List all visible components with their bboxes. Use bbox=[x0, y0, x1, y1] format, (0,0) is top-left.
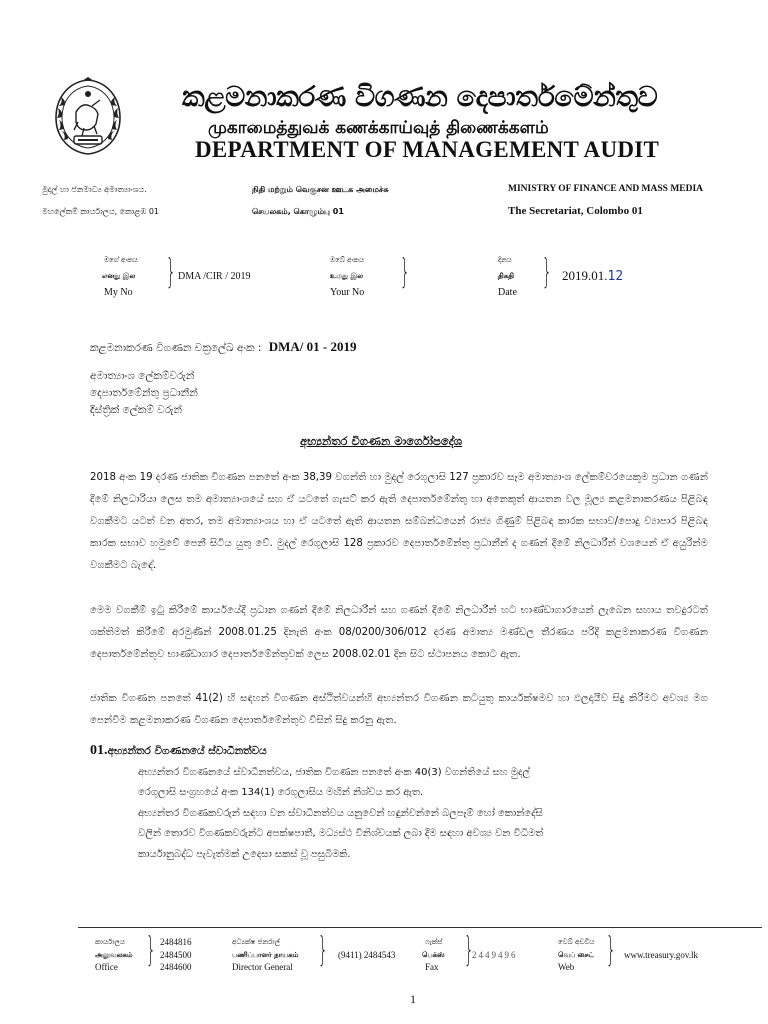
footer-dg-sinhala: අධ්‍යක්ෂ ජනරාල් bbox=[232, 938, 280, 946]
footer-office-tamil: அலுவலகம் bbox=[95, 951, 133, 959]
section-title: අභ්‍යන්තර විගණනයේ ස්වාධීනත්වය bbox=[107, 745, 267, 757]
secretariat-tamil: செயலகம், கொழும்பு 01 bbox=[252, 207, 344, 216]
my-no-label-english: My No bbox=[104, 287, 133, 298]
my-no-value: DMA /CIR / 2019 bbox=[178, 271, 251, 282]
footer-dg-english: Director General bbox=[232, 962, 293, 972]
date-value bbox=[562, 268, 623, 284]
addressee-3: දිස්ත්‍රික් ලේකම් වරුන් bbox=[90, 404, 183, 416]
footer-office-number-2: 2484500 bbox=[160, 950, 192, 960]
footer-fax-english: Fax bbox=[425, 962, 439, 972]
date-label-sinhala: දිනය bbox=[498, 256, 512, 264]
footer-web-link[interactable]: www.treasury.gov.lk bbox=[624, 950, 698, 960]
date-label-english: Date bbox=[498, 287, 517, 298]
title-tamil: முகாமைத்துவக் கணக்காய்வுத் திணைக்களம் bbox=[208, 118, 549, 138]
footer-dg-tamil: பணிப்பாளர் நாயகம் bbox=[232, 951, 299, 959]
ministry-tamil: நிதி மற்றும் வெகுசன ஊடக அமைச்சு bbox=[252, 185, 389, 194]
my-no-label-tamil: எனது இல bbox=[102, 272, 136, 280]
circular-label-text: කළමනාකරණ විගණන චක්‍රලේඛ අංක : bbox=[90, 342, 262, 354]
section-line-3: අභ්‍යන්තර විගණකවරුන් සඳහා වන ස්වාධීනත්වය යනුවෙන් හඳුන්වන්නේ බලපෑම් හෝ කොන්දේසි bbox=[138, 808, 543, 819]
date-brace: } bbox=[541, 252, 552, 292]
my-no-label-sinhala: මගේ අංකය bbox=[104, 256, 138, 264]
footer-office-number-3: 2484600 bbox=[160, 962, 192, 972]
section-line-2: රෙගුලාසි සංග්‍රහයේ අංක 134(1) රෙගුලාසිය මඟින් නිශ්චය කර ඇත. bbox=[138, 787, 424, 798]
section-line-1: අභ්‍යන්තර විගණනයේ ස්වාධීනත්වය, ජාතික විගණන පනතේ අංක 40(3) වගන්තියේ සහ මුදල් bbox=[138, 767, 531, 778]
footer-office-number-1: 2484816 bbox=[160, 937, 192, 947]
footer-web-tamil: வெப் சைட் bbox=[558, 951, 594, 959]
footer-web-english: Web bbox=[558, 962, 575, 972]
addressee-1: අමාත්‍යාංශ ලේකම්වරුන් bbox=[90, 370, 195, 382]
my-no-brace: } bbox=[165, 252, 176, 292]
footer-web-sinhala: වෙබ් අඩවිය bbox=[558, 938, 595, 946]
paragraph-1: 2018 අංක 19 දරණ ජාතික විගණන පනතේ අංක 38,39 වගන්ති හා මුදල් රෙගුලාසි 127 ප්‍රකාරව සෑම අමාත්‍යාංශ ලේකම්වරයෙකුම ප්‍රධාන ගණන් දීමේ නිලධාරියා ලෙස තම අමාත්‍යාංශයේ සහ ඒ යටතේ ගැසට් කර ඇති දෙපාර්තමේන්තු හා අනෙකුත් ආයතන වල මූල්‍ය කළමනාකරණය පිළිබඳ වගකීමට යටත් වන අතර, තම අමාත්‍යාංශය හා ඒ යටතේ ඇති ආයතන සම්බන්ධයෙන් රාජ්‍ය ගිණුම් පිළිබඳ කාරක සභාව/පොදු ව්‍යාපාර පිළිබඳ කාරක සභාව හමුවේ පෙනී සිටිය යුතු වේ. මුදල් රෙගුලාසි 128 ප්‍රකාරව දෙපාර්තමේන්තු ප්‍රධානීන් ද ගණන් දීමේ නිලධාරීන් වශයෙන් ඒ අයුරින්ම වගකීමට බැඳේ. bbox=[90, 472, 708, 571]
circular-number: DMA/ 01 - 2019 bbox=[268, 339, 357, 354]
date-handwritten: 12 bbox=[607, 269, 624, 284]
paragraph-3: ජාතික විගණන පනතේ 41(2) හි සඳහන් විගණන අස්ථිත්වයන්හි අභ්‍යන්තර විගණන කටයුතු කාර්යක්ෂමව හා ඵලදායීව සිදු කිරීමට අවශ්‍ය මග පෙන්වීම කළමනාකරණ විගණන දෙපාර්තමේන්තුව විසින් සිදු කරනු ඇත. bbox=[90, 693, 708, 726]
your-no-label-english: Your No bbox=[330, 287, 365, 298]
footer-office-sinhala: කාර්යාලය bbox=[95, 938, 125, 946]
date-label-tamil: திகதி bbox=[498, 272, 514, 280]
footer-office-english: Office bbox=[95, 962, 118, 972]
section-heading bbox=[90, 741, 267, 759]
title-english: DEPARTMENT OF MANAGEMENT AUDIT bbox=[195, 137, 660, 162]
ministry-sinhala: මුදල් හා ජනමාධ්‍ය අමාත්‍යාංශය. bbox=[42, 185, 147, 194]
footer-web-brace: } bbox=[605, 930, 616, 970]
date-printed: 2019.01. bbox=[562, 268, 608, 283]
addressee-2: දෙපාර්තමේන්තු ප්‍රධානීන් bbox=[90, 387, 198, 399]
your-no-brace: } bbox=[399, 252, 410, 292]
footer-dg-phone: (9411) 2484543 bbox=[338, 950, 396, 960]
page-number: 1 bbox=[410, 992, 416, 1006]
paragraph-2: මෙම වගකීම් ඉටු කිරීමේ කාර්යයේදී ප්‍රධාන ගණන් දීමේ නිලධාරීන් සහ ගණන් දීමේ නිලධාරීන් හට භාණ්ඩාගාරයෙන් ලැබෙන සහාය තවදුරටත් ශක්තිමත් කිරීමේ අරමුණින් 2008.01.25 දිනැති අංක 08/0200/306/012 දරණ අමාත්‍ය මණ්ඩල තීරණය පරිදි කළමනාකරණ විගණන දෙපාර්තමේන්තුව භාණ්ඩාගාර දෙපාර්තමේන්තුවක් ලෙස 2008.02.01 දින සිට ස්ථාපනය කොට ඇත. bbox=[90, 605, 708, 660]
footer-dg-brace: } bbox=[317, 930, 328, 970]
your-no-label-tamil: உமது இல bbox=[330, 272, 364, 280]
footer-office-brace: } bbox=[145, 930, 156, 970]
footer-fax-brace: } bbox=[463, 930, 474, 970]
secretariat-sinhala: මහලේකම් කාර්යාලය, කොළඹ 01 bbox=[42, 207, 160, 216]
footer-fax-number: 2449496 bbox=[472, 950, 518, 960]
footer-fax-tamil: பெக்ஸ் bbox=[422, 951, 445, 959]
section-line-5: කාර්යානුබද්ධ පැවැත්මක් උදෙසා සකස් වූ පසුබිමකි. bbox=[138, 849, 351, 860]
circular-label bbox=[90, 339, 357, 355]
your-no-label-sinhala: ඔබේ අංකය bbox=[330, 256, 364, 264]
ministry-english: MINISTRY OF FINANCE AND MASS MEDIA bbox=[508, 184, 704, 194]
title-sinhala: කළමනාකරණ විගණන දෙපාර්තමේන්තුව bbox=[182, 80, 658, 113]
subject-heading: අභ්‍යන්තර විගණන මාර්ගෝපදේශ bbox=[300, 434, 463, 448]
section-number: 01. bbox=[90, 743, 108, 758]
footer-fax-sinhala: ෆැක්ස් bbox=[425, 938, 443, 946]
section-line-4: වලින් තොරව විගණකවරුන්ට අපක්ෂපාතී, මධ්‍යස්ථ විනිශ්චයක් ලබා දීම සඳහා අවශ්‍ය වන විධිමත් bbox=[138, 828, 544, 839]
emblem-logo bbox=[48, 76, 128, 158]
footer-rule bbox=[78, 927, 762, 928]
secretariat-english: The Secretariat, Colombo 01 bbox=[508, 205, 643, 217]
